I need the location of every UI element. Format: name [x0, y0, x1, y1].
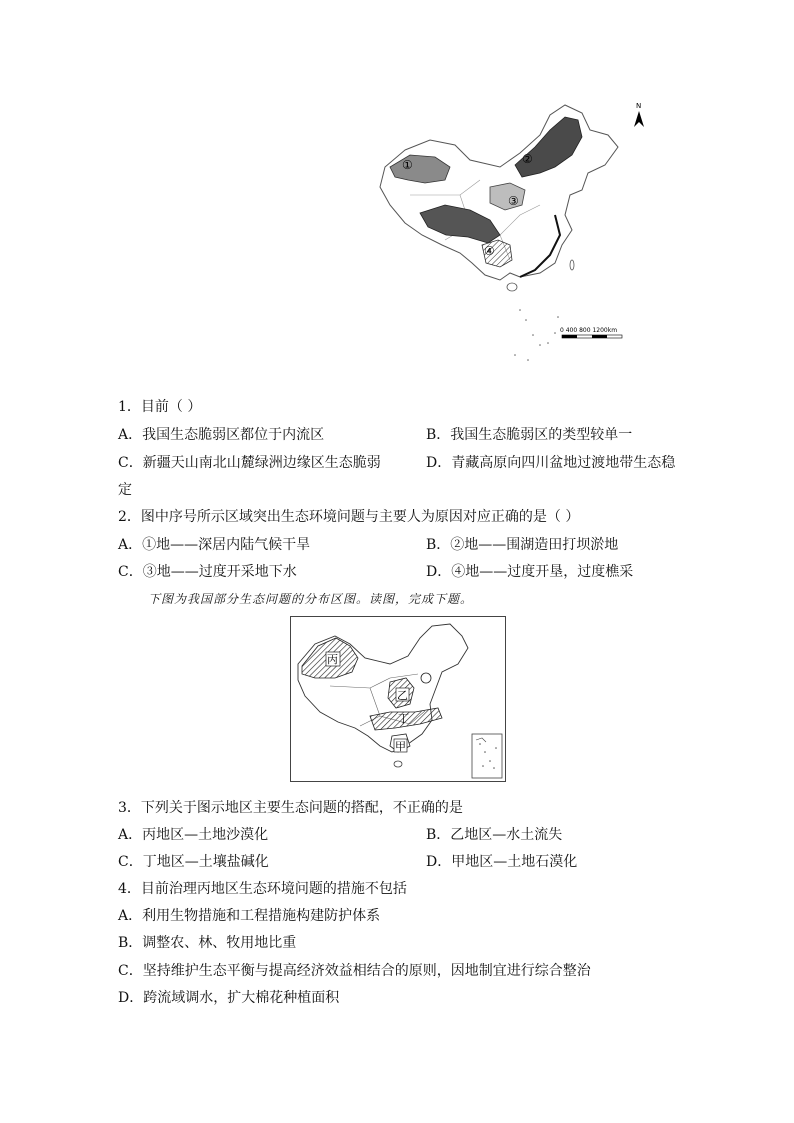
q2-stem: 2．图中序号所示区域突出生态环境问题与主要人为原因对应正确的是（ ）: [118, 509, 580, 525]
q2-option-a: A．①地——深居内陆气候干旱: [118, 537, 311, 553]
q1-option-d-wrap: 定: [118, 482, 132, 498]
eco-fragile-regions-map: [350, 95, 650, 370]
marker-4: ④: [484, 244, 495, 258]
marker-3: ③: [508, 194, 519, 208]
scale-bar: [560, 327, 622, 338]
q3-stem: 3．下列关于图示地区主要生态问题的搭配，不正确的是: [118, 800, 463, 816]
svg-text:N: N: [636, 102, 642, 110]
q2-option-c: C．③地——过度开采地下水: [118, 564, 297, 580]
label-yi: 乙: [397, 689, 408, 702]
label-ding: 丁: [398, 712, 409, 725]
q1-option-c: C．新疆天山南北山麓绿洲边缘区生态脆弱: [118, 455, 381, 471]
q1-option-a: A．我国生态脆弱区都位于内流区: [118, 427, 325, 443]
eco-problems-map: [290, 616, 506, 782]
svg-text:0 400 800 1200km: 0 400 800 1200km: [560, 327, 618, 334]
q4-option-a: A．利用生物措施和工程措施构建防护体系: [118, 908, 381, 924]
q3-option-d: D．甲地区—土地石漠化: [426, 854, 578, 870]
label-bing: 丙: [327, 653, 338, 666]
q1-stem: 1．目前（ ）: [118, 399, 202, 415]
south-china-sea-inset: [472, 734, 502, 778]
q2-option-d: D．④地——过度开垦，过度樵采: [426, 564, 634, 580]
marker-2: ②: [522, 152, 533, 166]
q4-stem: 4．目前治理丙地区生态环境问题的措施不包括: [118, 881, 407, 897]
q3-option-c: C．丁地区—土壤盐碱化: [118, 854, 269, 870]
north-arrow-icon: [634, 102, 644, 127]
q1-option-d: D．青藏高原向四川盆地过渡地带生态稳: [426, 455, 676, 471]
marker-1: ①: [402, 158, 413, 172]
q3-option-b: B．乙地区—水土流失: [426, 827, 563, 843]
q3-option-a: A．丙地区—土地沙漠化: [118, 827, 269, 843]
map2-intro: 下图为我国部分生态问题的分布区图。读图，完成下题。: [148, 592, 474, 606]
south-china-sea-islands: [514, 309, 559, 361]
label-jia: 甲: [395, 740, 406, 753]
q1-option-b: B．我国生态脆弱区的类型较单一: [426, 427, 633, 443]
q4-option-c: C．坚持维护生态平衡与提高经济效益相结合的原则，因地制宜进行综合整治: [118, 963, 591, 979]
q4-option-d: D．跨流域调水，扩大棉花种植面积: [118, 990, 340, 1006]
q2-option-b: B．②地——围湖造田打坝淤地: [426, 537, 619, 553]
q4-option-b: B．调整农、林、牧用地比重: [118, 935, 297, 951]
